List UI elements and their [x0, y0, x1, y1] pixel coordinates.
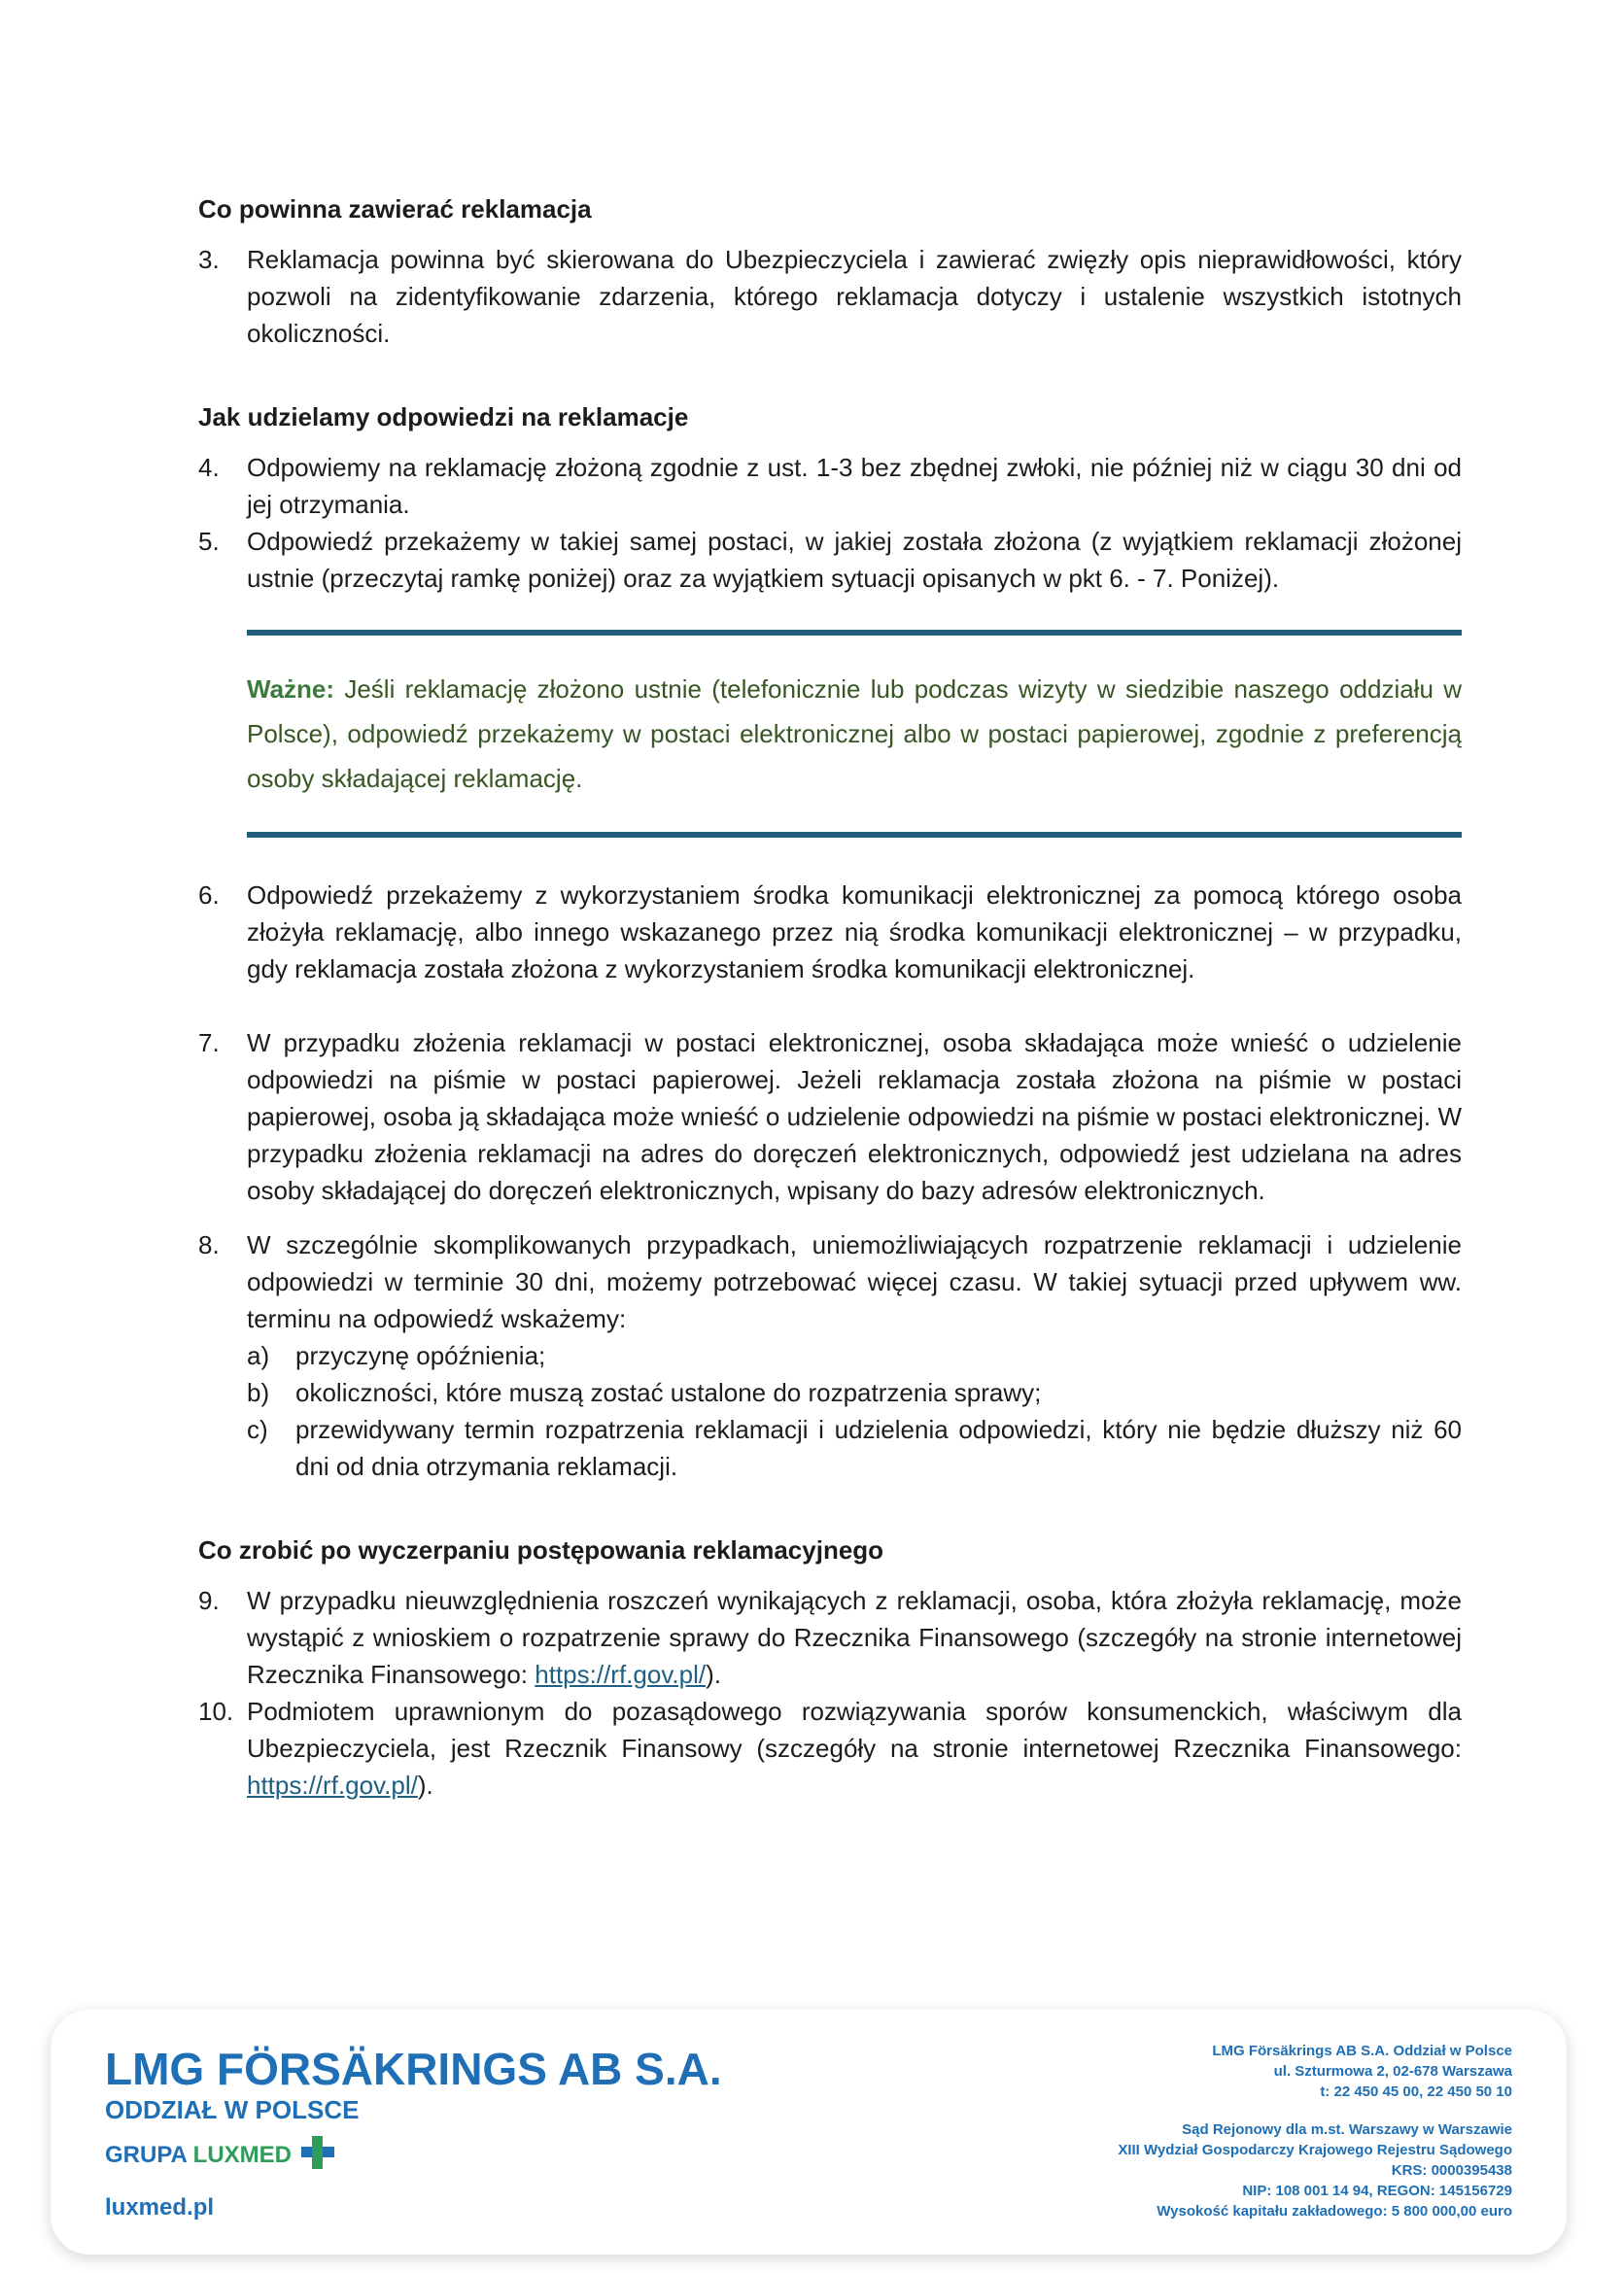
list-item [198, 523, 1462, 597]
list-item [198, 1226, 1462, 1485]
list-item [198, 241, 1462, 352]
item-text: Reklamacja powinna być skierowana do Ubezpieczyciela i zawierać zwięzły opis nieprawidłowości, który pozwoli na zidentyfikowanie zdarzenia, którego reklamacja dotyczy i ustalenie wszystkich istotnych okoliczności. [247, 245, 1462, 348]
important-notice-box [247, 630, 1462, 838]
sub-item-letter: b) [247, 1378, 270, 1407]
section-heading: Jak udzielamy odpowiedzi na reklamacje [198, 402, 689, 431]
sub-item-text: przyczynę opóźnienia; [295, 1341, 546, 1370]
item-text-tail: ). [706, 1660, 721, 1689]
notice-paragraph [247, 667, 1462, 801]
info-line: LMG Försäkrings AB S.A. Oddział w Polsce [1212, 2043, 1512, 2059]
footer-card [51, 2010, 1567, 2255]
item-text: Odpowiedź przekażemy w takiej samej postaci, w jakiej została złożona (z wyjątkiem reklamacji złożonej ustnie (przeczytaj ramkę poniżej) oraz za wyjątkiem sytuacji opisanych w pkt 6. - 7. Poniżej). [247, 527, 1462, 593]
item-number: 10. [198, 1697, 234, 1726]
sub-item [247, 1337, 1462, 1374]
list-item [198, 1024, 1462, 1209]
sub-item-letter: c) [247, 1415, 268, 1444]
sub-item [247, 1411, 1462, 1485]
item-number: 7. [198, 1028, 220, 1057]
item-text: W przypadku złożenia reklamacji w postaci elektronicznej, osoba składająca może wnieść o udzielenie odpowiedzi na piśmie w postaci papierowej. Jeżeli reklamacja została złożona na piśmie w postaci papierowej, osoba ją składająca może wnieść o udzielenie odpowiedzi na piśmie w postaci elektronicznej. W przypadku złożenia reklamacji na adres do doręczeń elektronicznych, odpowiedź jest udzielana na adres osoby składającej do doręczeń elektronicznych, wpisany do bazy adresów elektronicznych. [247, 1028, 1462, 1205]
info-line: Wysokość kapitału zakładowego: 5 800 000,00 euro [1157, 2203, 1512, 2220]
sub-item-text: przewidywany termin rozpatrzenia reklamacji i udzielenia odpowiedzi, który nie będzie dłuższy niż 60 dni od dnia otrzymania reklamacji. [295, 1415, 1462, 1481]
luxmed-plus-icon [299, 2134, 336, 2171]
item-number: 8. [198, 1230, 220, 1259]
rf-website-link[interactable]: https://rf.gov.pl/ [247, 1771, 418, 1800]
section-heading: Co powinna zawierać reklamacja [198, 194, 592, 224]
notice-label: Ważne: [247, 674, 335, 704]
item-number: 3. [198, 245, 220, 274]
info-line: NIP: 108 001 14 94, REGON: 145156729 [1242, 2183, 1512, 2199]
item-text-body: W szczególnie skomplikowanych przypadkach, uniemożliwiających rozpatrzenie reklamacji i udzielenie odpowiedzi w terminie 30 dni, możemy potrzebować więcej czasu. W takiej sytuacji przed upływem ww. terminu na odpowiedź wskażemy: [247, 1230, 1462, 1333]
item-number: 9. [198, 1586, 220, 1615]
item-number: 6. [198, 880, 220, 910]
group-label: GRUPA [105, 2142, 187, 2168]
info-line: XIII Wydział Gospodarczy Krajowego Rejestru Sądowego [1118, 2142, 1512, 2158]
list-item [198, 877, 1462, 987]
item-number: 5. [198, 527, 220, 556]
list-item [198, 1582, 1462, 1693]
item-text [247, 1226, 1462, 1485]
sub-item-letter: a) [247, 1341, 270, 1370]
item-text [247, 1693, 1462, 1804]
info-line: ul. Szturmowa 2, 02-678 Warszawa [1273, 2063, 1512, 2080]
list-item [198, 1693, 1462, 1804]
group-logo [105, 2142, 292, 2169]
list-item [198, 449, 1462, 523]
notice-text: Jeśli reklamację złożono ustnie (telefonicznie lub podczas wizyty w siedzibie naszego oddziału w Polsce), odpowiedź przekażemy w postaci elektronicznej albo w postaci papierowej, zgodnie z preferencją osoby składającej reklamację. [247, 674, 1462, 793]
info-line: KRS: 0000395438 [1391, 2162, 1512, 2179]
info-line: t: 22 450 45 00, 22 450 50 10 [1320, 2084, 1512, 2100]
item-text-body: Podmiotem uprawnionym do pozasądowego rozwiązywania sporów konsumenckich, właściwym dla Ubezpieczyciela, jest Rzecznik Finansowy (szczegóły na stronie internetowej Rzecznika Finansowego: [247, 1697, 1462, 1763]
website-link[interactable]: luxmed.pl [105, 2194, 215, 2221]
item-text: Odpowiemy na reklamację złożoną zgodnie z ust. 1-3 bez zbędnej zwłoki, nie później niż w ciągu 30 dni od jej otrzymania. [247, 453, 1462, 519]
sub-item-text: okoliczności, które muszą zostać ustalone do rozpatrzenia sprawy; [295, 1378, 1042, 1407]
sub-item [247, 1374, 1462, 1411]
document-body [198, 190, 1462, 1804]
item-text-body: W przypadku nieuwzględnienia roszczeń wynikających z reklamacji, osoba, która złożyła reklamację, może wystąpić z wnioskiem o rozpatrzenie sprawy do Rzecznika Finansowego (szczegóły na stronie internetowej Rzecznika Finansowego: [247, 1586, 1462, 1689]
brand-name: LMG FÖRSÄKRINGS AB S.A. [105, 2044, 722, 2094]
company-info [1118, 2041, 1512, 2221]
section-heading: Co zrobić po wyczerpaniu postępowania reklamacyjnego [198, 1535, 884, 1565]
item-text-tail: ). [417, 1771, 433, 1800]
rf-website-link[interactable]: https://rf.gov.pl/ [535, 1660, 707, 1689]
item-text [247, 1582, 1462, 1693]
item-number: 4. [198, 453, 220, 482]
info-line: Sąd Rejonowy dla m.st. Warszawy w Warszawie [1182, 2121, 1512, 2138]
brand-subtitle: ODDZIAŁ W POLSCE [105, 2095, 360, 2124]
luxmed-label: LUXMED [192, 2142, 293, 2168]
item-text: Odpowiedź przekażemy z wykorzystaniem środka komunikacji elektronicznej za pomocą którego osoba złożyła reklamację, albo innego wskazanego przez nią środka komunikacji elektronicznej – w przypadku, gdy reklamacja została złożona z wykorzystaniem środka komunikacji elektronicznej. [247, 880, 1462, 983]
